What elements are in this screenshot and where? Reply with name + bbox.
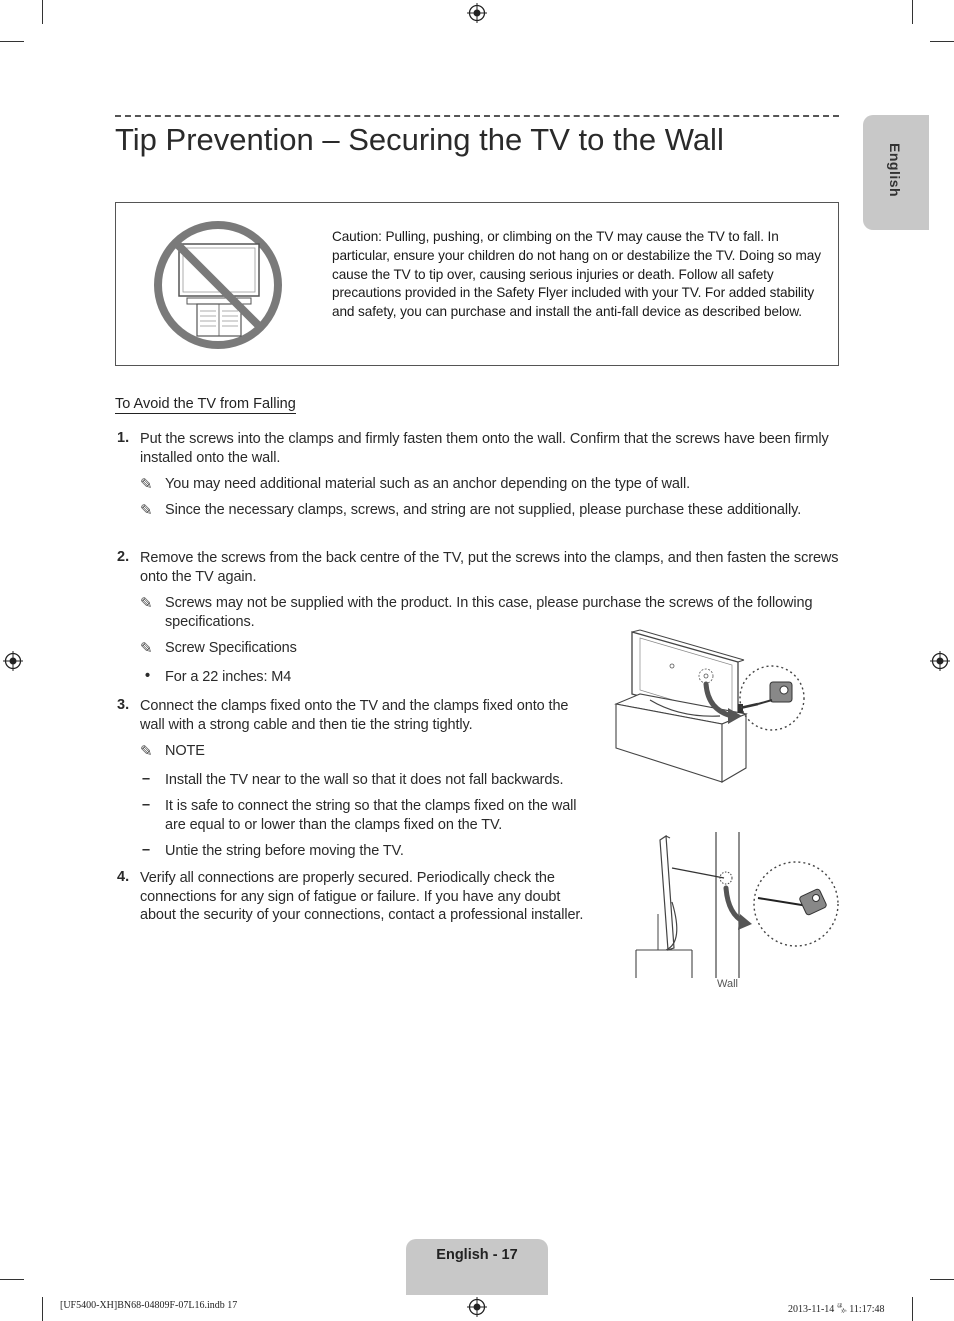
page-title: Tip Prevention – Securing the TV to the Wall <box>115 122 724 157</box>
dash-icon: – <box>142 842 151 858</box>
dash-text: Install the TV near to the wall so that it does not fall backwards. <box>165 772 564 788</box>
language-tab <box>863 115 929 230</box>
registration-mark-icon <box>3 651 23 671</box>
crop-mark <box>0 41 24 42</box>
note-pen-icon: ✎ <box>140 502 153 519</box>
note-pen-icon: ✎ <box>140 640 153 657</box>
wall-string-illustration <box>632 832 842 980</box>
caution-text: Caution: Pulling, pushing, or climbing on the TV may cause the TV to fall. In particular, ensure your children do not hang on or destabilize the TV. Doing so may cause the TV to tip over, causing serious injuries or death. Follow all safety precautions provided in the Safety Flyer included with your TV. For added stability and safety, you can purchase and install the anti-fall device as described below. <box>332 229 821 320</box>
tv-clamp-illustration <box>610 628 810 786</box>
step-number: 4. <box>117 869 130 885</box>
note-pen-icon: ✎ <box>140 743 153 760</box>
dash-text: Untie the string before moving the TV. <box>165 843 404 859</box>
note-pen-icon: ✎ <box>140 476 153 493</box>
crop-mark <box>912 0 913 24</box>
language-tab-label: English <box>887 143 903 198</box>
note-pen-icon: ✎ <box>140 595 153 612</box>
wall-label: Wall <box>717 978 738 990</box>
step-number: 2. <box>117 549 130 565</box>
bullet-icon: • <box>145 668 151 684</box>
crop-mark <box>930 1279 954 1280</box>
note-text: You may need additional material such as an anchor depending on the type of wall. <box>165 476 691 492</box>
note-text: Screws may not be supplied with the product. In this case, please purchase the screws of the following specifications. <box>165 595 813 630</box>
step-number: 3. <box>117 697 130 713</box>
crop-mark <box>930 41 954 42</box>
step-text: Remove the screws from the back centre of the TV, put the screws into the clamps, and then fasten the screws onto the TV again. <box>140 550 839 585</box>
note-label: NOTE <box>165 743 205 759</box>
print-timestamp: 2013-11-14 🈀 11:17:48 <box>788 1304 885 1315</box>
step-text: Verify all connections are properly secured. Periodically check the connections for any sign of fatigue or failure. If you have any doubt about the security of your connections, contact a professional installer. <box>140 870 584 924</box>
step-text: Connect the clamps fixed onto the TV and the clamps fixed onto the wall with a strong cable and then tie the string tightly. <box>140 698 569 733</box>
section-heading: To Avoid the TV from Falling <box>115 396 296 412</box>
no-climbing-tv-icon <box>152 219 284 351</box>
crop-mark <box>912 1297 913 1321</box>
registration-mark-icon <box>930 651 950 671</box>
dash-text: It is safe to connect the string so that the clamps fixed on the wall are equal to or lower than the clamps fixed on the TV. <box>165 798 577 833</box>
caution-box <box>115 202 839 366</box>
crop-mark <box>0 1279 24 1280</box>
step-number: 1. <box>117 430 130 446</box>
note-text: Since the necessary clamps, screws, and string are not supplied, please purchase these additionally. <box>165 502 802 518</box>
bullet-text: For a 22 inches: M4 <box>165 669 292 685</box>
note-text: Screw Specifications <box>165 640 297 656</box>
crop-mark <box>42 0 43 24</box>
print-file-info: [UF5400-XH]BN68-04809F-07L16.indb 17 <box>60 1300 238 1311</box>
page-number-label: English - 17 <box>436 1247 518 1263</box>
dash-icon: – <box>142 771 151 787</box>
step-text: Put the screws into the clamps and firmly fasten them onto the wall. Confirm that the screws have been firmly installed onto the wall. <box>140 431 829 466</box>
registration-mark-icon <box>467 3 487 23</box>
crop-mark <box>42 1297 43 1321</box>
registration-mark-icon <box>467 1297 487 1317</box>
dash-icon: – <box>142 797 151 813</box>
page-number-tab <box>406 1239 548 1295</box>
title-divider <box>115 115 839 117</box>
